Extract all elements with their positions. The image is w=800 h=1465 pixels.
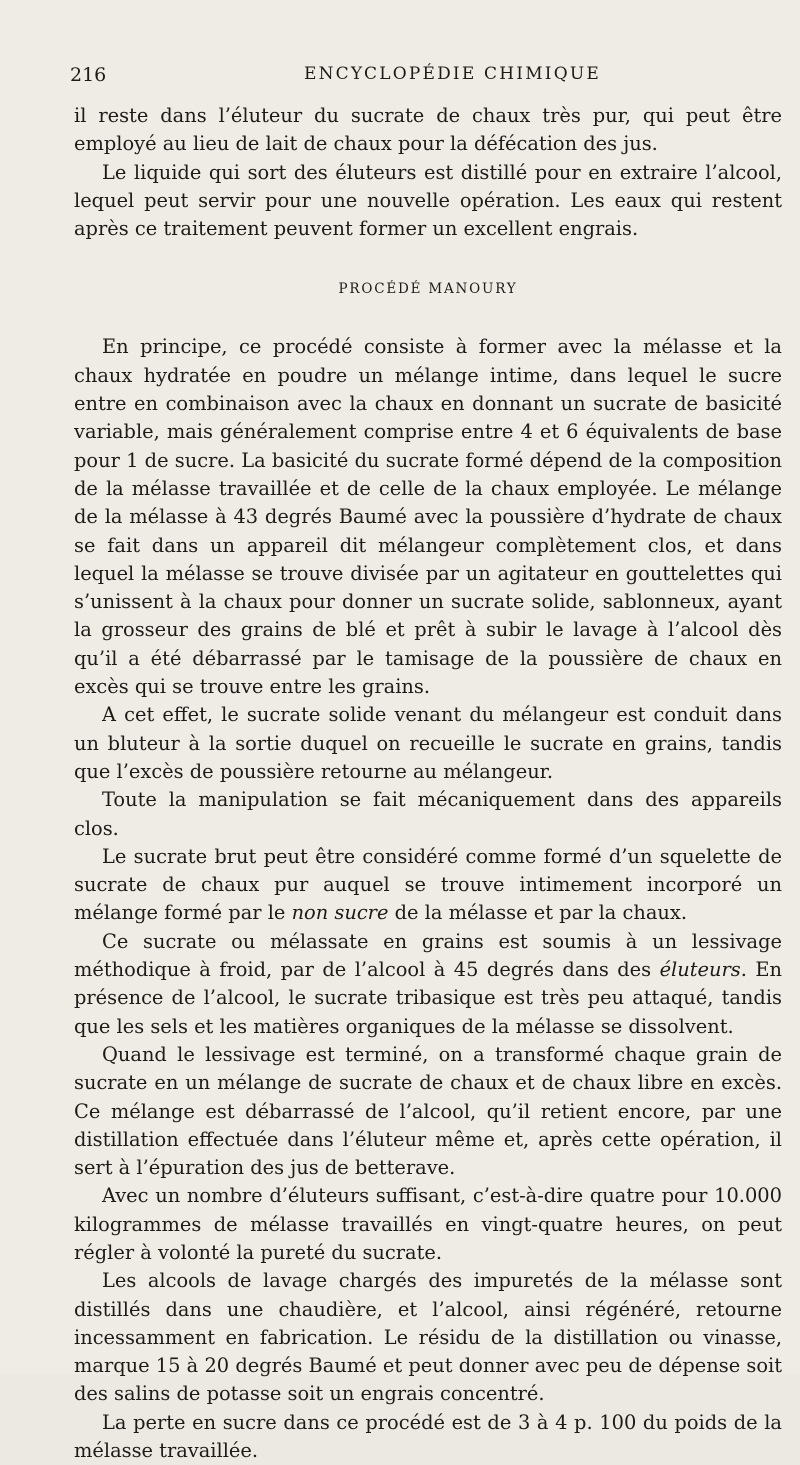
body-text bbox=[74, 102, 782, 1465]
paragraph-continuation: il reste dans l’éluteur du sucrate de chaux très pur, qui peut être employé au lieu de lait de chaux pour la défécation des jus. bbox=[74, 104, 782, 156]
section-heading: PROCÉDÉ MANOURY bbox=[338, 281, 518, 298]
running-title: ENCYCLOPÉDIE CHIMIQUE bbox=[304, 64, 601, 84]
paragraph-lessivage bbox=[74, 928, 782, 1041]
paragraph-bluteur: A cet effet, le sucrate solide venant du mélangeur est conduit dans un bluteur à la sortie duquel on recueille le sucrate en grains, tandis que l’excès de poussière retourne au mélangeur. bbox=[74, 703, 782, 783]
paragraph-manipulation: Toute la manipulation se fait mécaniquement dans des appareils clos. bbox=[74, 788, 782, 840]
text-run: de la mélasse et par la chaux. bbox=[388, 901, 687, 925]
paragraph-liquide: Le liquide qui sort des éluteurs est distillé pour en extraire l’alcool, lequel peut servir pour une nouvelle opération. Les eaux qui restent après ce traitement peuvent former un excellent engrais. bbox=[74, 160, 782, 241]
text-run: Le sucrate brut peut être considéré comme formé d’un squelette de sucrate de chaux pur auquel se trouve intimement incorporé un mélange formé par le bbox=[74, 844, 782, 925]
paragraph-perte: La perte en sucre dans ce procédé est de 3 à 4 p. 100 du poids de la mélasse travaillée. bbox=[74, 1410, 782, 1463]
italic-term: éluteurs bbox=[659, 958, 741, 982]
paragraph-sucrate-brut bbox=[74, 843, 782, 928]
text-run: . En présence de l’alcool, le sucrate tribasique est très peu attaqué, tandis que les sels et les matières organiques de la mélasse se dissolvent. bbox=[74, 958, 782, 1038]
paragraph-termine: Quand le lessivage est terminé, on a transformé chaque grain de sucrate en un mélange de sucrate de chaux et de chaux libre en excès. Ce mélange est débarrassé de l’alcool, qu’il retient encore, par une distillation effectuée dans l’éluteur même et, après cette opération, il sert à l’épuration des jus de betterave. bbox=[74, 1042, 782, 1180]
page-header bbox=[70, 64, 780, 92]
paragraph-alcools: Les alcools de lavage chargés des impuretés de la mélasse sont distillés dans une chaudière, et l’alcool, ainsi régénéré, retourne incessamment en fabrication. Le résidu de la distillation ou vinasse, marque 15 à 20 degrés Baumé et peut donner avec peu de dépense soit des salins de potasse soit un engrais concentré. bbox=[74, 1269, 782, 1406]
paragraph-eluteurs: Avec un nombre d’éluteurs suffisant, c’est-à-dire quatre pour 10.000 kilogrammes de mélasse travaillés en vingt-quatre heures, on peut régler à volonté la pureté du sucrate. bbox=[74, 1184, 782, 1264]
paragraph-principe: En principe, ce procédé consiste à former avec la mélasse et la chaux hydratée en poudre un mélange intime, dans lequel le sucre entre en combinaison avec la chaux en donnant un sucrate de basicité variable, mais généralement comprise entre 4 et 6 équivalents de base pour 1 de sucre. La basicité du sucrate formé dépend de la composition de la mélasse travaillée et de celle de la chaux employée. Le mélange de la mélasse à 43 degrés Baumé avec la poussière d’hydrate de chaux se fait dans un appareil dit mélangeur complètement clos, et dans lequel la mélasse se trouve divisée par un agitateur en gouttelettes qui s’unissent à la chaux pour donner un sucrate solide, sablonneux, ayant la grosseur des grains de blé et prêt à subir le lavage à l’alcool dès qu’il a été débarrassé par le tamisage de la poussière de chaux en excès qui se trouve entre les grains. bbox=[74, 335, 782, 699]
text-run: Ce sucrate ou mélassate en grains est soumis à un lessivage méthodique à froid, par de l’alcool à 45 degrés dans des bbox=[74, 929, 782, 982]
page-number: 216 bbox=[70, 64, 107, 86]
italic-term: non sucre bbox=[291, 901, 389, 925]
